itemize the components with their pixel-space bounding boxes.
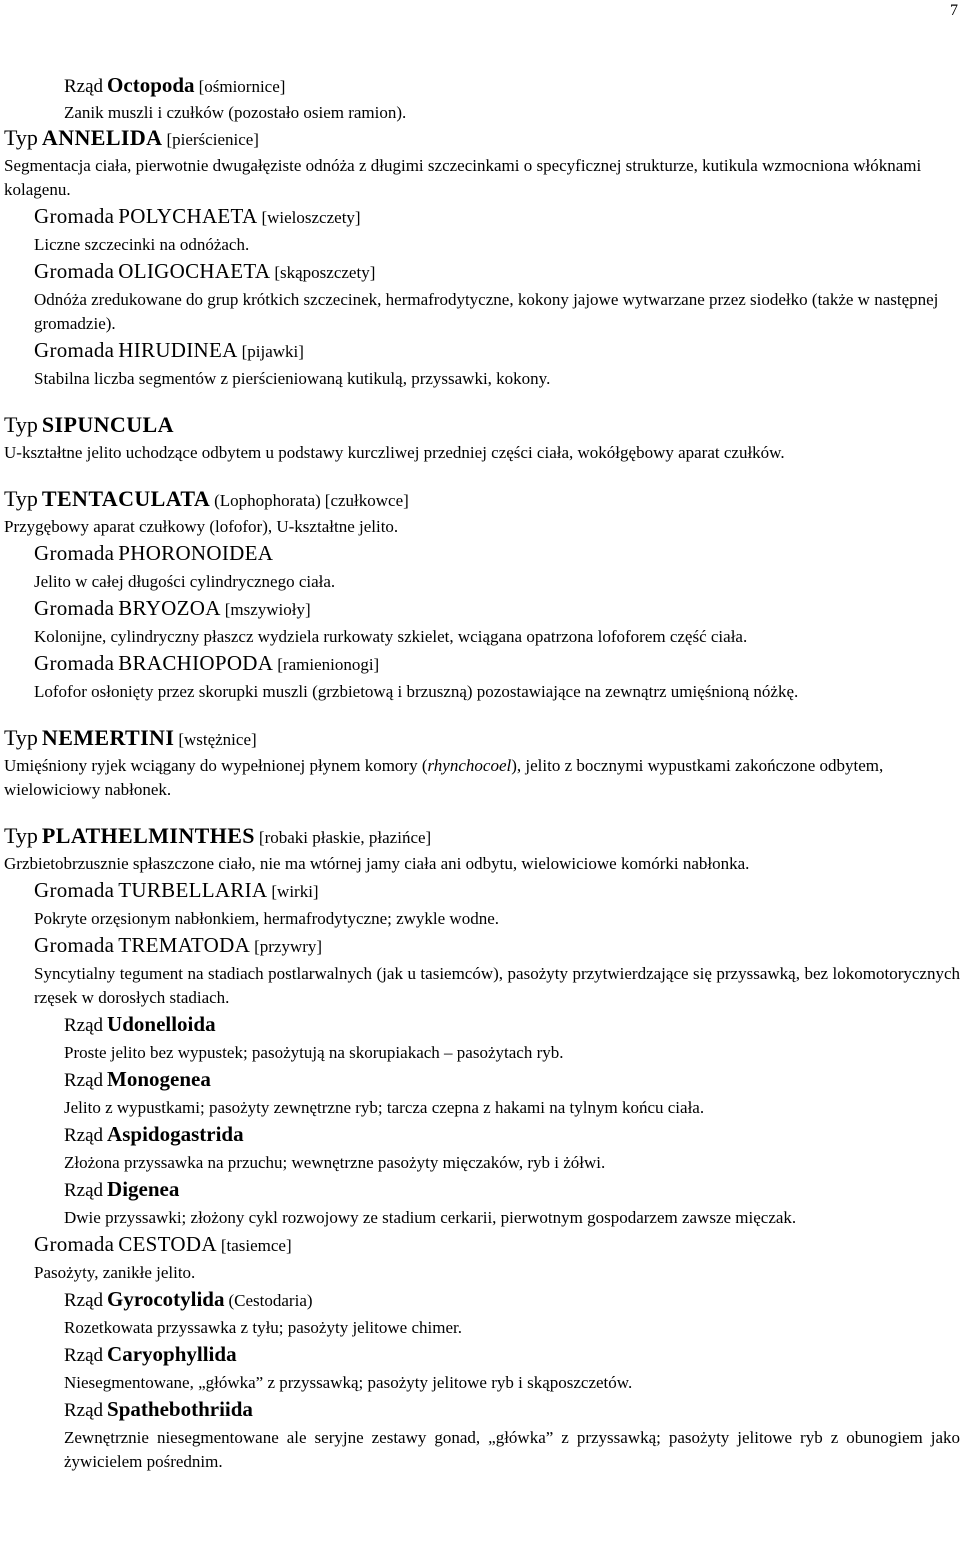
taxon-description: Zanik muszli i czułków (pozostało osiem ramion). [64,103,407,122]
taxon-description: Segmentacja ciała, pierwotnie dwugałęziste odnóża z długimi szczecinkami o specyficznej strukturze, kutikula wzmocniona włóknami kolagenu. [4,156,922,199]
taxon-rank: Rząd [64,76,104,97]
taxon-heading [64,1010,960,1041]
taxon-common-name: [robaki płaskie, płazińce] [258,828,432,847]
taxon-entry [4,72,960,125]
taxon-description: Proste jelito bez wypustek; pasożytują na skorupiakach – pasożytach ryb. [64,1043,564,1062]
taxon-entry [4,1340,960,1395]
taxon-rank: Gromada [34,541,115,565]
taxon-rank: Rząd [64,1345,104,1366]
taxon-heading [4,823,960,852]
taxon-entry [4,1230,960,1285]
taxon-common-name: [ośmiornice] [198,77,286,96]
taxon-entry [4,1120,960,1175]
taxon-entry [4,1285,960,1340]
taxon-common-name: [przywry] [254,937,323,956]
taxon-heading [4,125,960,154]
taxon-rank: Typ [4,412,38,437]
taxon-name: TURBELLARIA [118,878,268,902]
taxon-rank: Gromada [34,933,115,957]
taxon-common-name: [czułkowce] [324,491,409,510]
page-number: 7 [950,2,958,19]
taxon-description: Grzbietobrzusznie spłaszczone ciało, nie ma wtórnej jamy ciała ani odbytu, wielowiciowe komórki nabłonka. [4,854,750,873]
taxon-entry [4,1395,960,1474]
taxon-heading [64,72,960,101]
taxon-rank: Rząd [64,1400,104,1421]
taxon-entry [4,486,960,539]
taxon-heading [34,257,960,288]
taxon-rank: Typ [4,125,38,150]
taxon-entry [4,823,960,876]
taxon-common-name: [wirki] [271,882,319,901]
taxon-entry [4,257,960,336]
taxon-description: Syncytialny tegument na stadiach postlarwalnych (jak u tasiemców), pasożyty przytwierdzające się przyssawką, bez lokomotorycznych rzęsek w dorosłych stadiach. [34,964,960,1007]
taxon-name: SIPUNCULA [41,412,174,437]
taxon-name: Gyrocotylida [107,1287,225,1311]
desc-part: Umięśniony ryjek wciągany do wypełnionej płynem komory ( [4,756,428,775]
taxon-common-name: (Cestodaria) [228,1291,313,1310]
taxon-entry [4,931,960,1010]
taxon-rank: Rząd [64,1070,104,1091]
taxon-description: Jelito z wypustkami; pasożyty zewnętrzne ryb; tarcza czepna z hakami na tylnym końcu ciała. [64,1098,705,1117]
taxon-name: BRACHIOPODA [118,651,274,675]
taxon-heading [4,412,960,441]
taxon-rank: Typ [4,725,38,750]
taxon-heading [64,1340,960,1371]
taxon-rank: Gromada [34,1232,115,1256]
taxon-name: Aspidogastrida [107,1122,244,1146]
taxon-description: Pokryte orzęsionym nabłonkiem, hermafrodytyczne; zwykle wodne. [34,909,500,928]
taxon-rank: Rząd [64,1015,104,1036]
taxon-entry [4,876,960,931]
taxon-name: ANNELIDA [41,125,163,150]
taxon-common-name: [skąposzczety] [274,263,376,282]
taxon-name: PHORONOIDEA [118,541,274,565]
taxon-entry [4,539,960,594]
taxon-description: Przygębowy aparat czułkowy (lofofor), U-kształtne jelito. [4,517,399,536]
taxon-name: POLYCHAETA [118,204,258,228]
taxon-heading [34,336,960,367]
taxon-heading [34,1230,960,1261]
taxon-rank: Gromada [34,259,115,283]
taxon-entry [4,336,960,391]
taxon-heading [64,1285,960,1316]
taxon-rank: Rząd [64,1290,104,1311]
taxon-description: Pasożyty, zanikłe jelito. [34,1263,196,1282]
taxon-description: Złożona przyssawka na przuchu; wewnętrzne pasożyty mięczaków, ryb i żółwi. [64,1153,606,1172]
desc-term: rhynchocoel [427,756,512,775]
taxon-entry [4,125,960,202]
taxon-rank: Gromada [34,204,115,228]
taxon-description: Stabilna liczba segmentów z pierścieniowaną kutikulą, przyssawki, kokony. [34,369,551,388]
taxon-heading [4,725,960,754]
taxon-common-name: [wieloszczety] [261,208,361,227]
taxon-heading [64,1065,960,1096]
taxon-name: NEMERTINI [41,725,175,750]
taxon-rank: Gromada [34,596,115,620]
taxon-name: Udonelloida [107,1012,216,1036]
taxon-name: Digenea [107,1177,180,1201]
taxon-rank: Gromada [34,878,115,902]
taxon-name: Monogenea [107,1067,211,1091]
taxon-common-name: [ramienionogi] [277,655,380,674]
taxon-description: Lofofor osłonięty przez skorupki muszli (grzbietową i brzuszną) pozostawiające na zewnątrz umięśnioną nóżkę. [34,682,799,701]
taxon-rank: Rząd [64,1125,104,1146]
taxon-name: PLATHELMINTHES [41,823,255,848]
taxon-common-name: [pierścienice] [166,130,259,149]
taxon-name: Caryophyllida [107,1342,237,1366]
taxon-name: OLIGOCHAETA [118,259,271,283]
taxon-entry [4,725,960,802]
document-body [4,72,960,1474]
taxon-common-name: [tasiemce] [220,1236,292,1255]
taxon-heading [64,1120,960,1151]
taxon-description [4,754,960,802]
taxon-name: HIRUDINEA [118,338,238,362]
taxon-heading [64,1395,960,1426]
taxon-entry [4,1010,960,1065]
taxon-description: Dwie przyssawki; złożony cykl rozwojowy ze stadium cerkarii, pierwotnym gospodarzem zawsze mięczak. [64,1208,797,1227]
taxon-common-name: [pijawki] [241,342,304,361]
taxon-heading [64,1175,960,1206]
taxon-heading [34,202,960,233]
taxon-name: Octopoda [107,73,195,97]
taxon-entry [4,594,960,649]
taxon-name: CESTODA [118,1232,217,1256]
taxon-rank: Gromada [34,338,115,362]
taxon-heading [4,486,960,515]
taxon-entry [4,649,960,704]
taxon-alt-name: (Lophophorata) [214,491,321,510]
taxon-entry [4,202,960,257]
taxon-heading [34,539,960,570]
desc-part: ), jelito z bocznymi wypustkami zakończone odbytem, wielowiciowy nabłonek. [4,756,884,799]
taxon-heading [34,876,960,907]
taxon-rank: Typ [4,823,38,848]
taxon-entry [4,1175,960,1230]
taxon-description: Niesegmentowane, „główka” z przyssawką; pasożyty jelitowe ryb i skąposzczetów. [64,1373,633,1392]
taxon-common-name: [mszywioły] [224,600,311,619]
taxon-heading [34,931,960,962]
taxon-name: BRYOZOA [118,596,221,620]
taxon-description: Rozetkowata przyssawka z tyłu; pasożyty jelitowe chimer. [64,1318,462,1337]
taxon-description: Jelito w całej długości cylindrycznego ciała. [34,572,336,591]
taxon-name: TREMATODA [118,933,251,957]
taxon-rank: Rząd [64,1180,104,1201]
taxon-name: Spathebothriida [107,1397,253,1421]
taxon-entry [4,412,960,465]
taxon-rank: Typ [4,486,38,511]
taxon-name: TENTACULATA [41,486,211,511]
taxon-heading [34,594,960,625]
taxon-common-name: [wstężnice] [178,730,257,749]
taxon-heading [34,649,960,680]
taxon-description: Liczne szczecinki na odnóżach. [34,235,250,254]
taxon-description: U-kształtne jelito uchodzące odbytem u podstawy kurczliwej przedniej części ciała, wokółgębowy aparat czułków. [4,443,785,462]
taxon-description: Zewnętrznie niesegmentowane ale seryjne zestawy gonad, „główka” z przyssawką; pasożyty jelitowe ryb z obunogiem jako żywicielem pośrednim. [64,1428,960,1471]
taxon-description: Odnóża zredukowane do grup krótkich szczecinek, hermafrodytyczne, kokony jajowe wytwarzane przez siodełko (także w następnej gromadzie). [34,290,939,333]
taxon-description: Kolonijne, cylindryczny płaszcz wydziela rurkowaty szkielet, wciągana opatrzona lofoforem część ciała. [34,627,748,646]
taxon-rank: Gromada [34,651,115,675]
taxon-entry [4,1065,960,1120]
